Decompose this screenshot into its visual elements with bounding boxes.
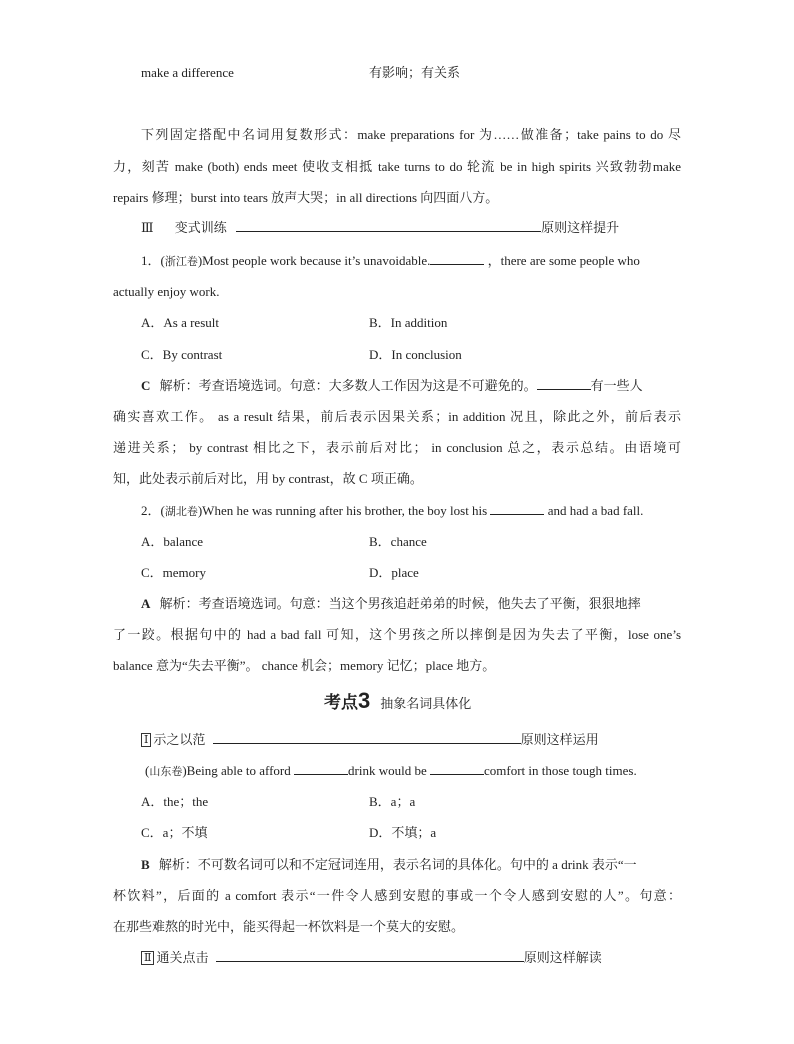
section-right-label: 原则这样提升: [541, 220, 620, 235]
answer-blank: [430, 252, 484, 265]
option-c: C．a；不填: [141, 825, 208, 840]
option-d: D．place: [369, 565, 419, 580]
section-header-tongguan: [141, 949, 602, 967]
answer-blank: [430, 762, 484, 775]
question-2: [141, 502, 643, 521]
kaodian-title: 抽象名词具体化: [380, 696, 472, 711]
plural-note-line-2: 力，刻苦 make (both) ends meet 使收支相抵 take turns to do 轮流 be in high spirits 兴致勃勃make: [113, 159, 681, 174]
answer-letter: A: [141, 596, 151, 611]
question-text-cont: and had a bad fall.: [547, 503, 644, 518]
question-source: 湖北卷: [164, 506, 198, 518]
section-right-label: 原则这样解读: [523, 950, 602, 965]
analysis-text: 解析：考查语境选词。句意：大多数人工作因为这是不可避免的。: [159, 378, 537, 393]
section-label: 示之以范: [153, 732, 206, 747]
analysis-text: 解析：考查语境选词。句意：当这个男孩追赶弟弟的时候，他失去了平衡，狠狠地摔: [159, 596, 641, 611]
option-a: A．the；the: [141, 794, 209, 809]
analysis-2-line-2: 了一跤。根据句中的 had a bad fall 可知，这个男孩之所以摔倒是因为失去了平衡，lose one’s: [113, 627, 681, 642]
plural-note-line-1: 下列固定搭配中名词用复数形式：make preparations for 为……做准备；take pains to do 尽: [141, 127, 681, 142]
option-c: C．By contrast: [141, 347, 223, 362]
question-number: 1．(: [141, 253, 165, 268]
answer-letter: C: [141, 378, 151, 393]
kaodian-label: 考点: [324, 693, 358, 712]
analysis-1-line-1: [141, 377, 643, 395]
question-source: 浙江卷: [164, 256, 198, 268]
question-number: 2．(: [141, 503, 165, 518]
option-d: D．In conclusion: [369, 347, 462, 362]
section-number: Ⅰ: [141, 733, 151, 747]
kaodian-heading: [324, 688, 471, 717]
analysis-2-line-1: [141, 595, 641, 613]
section-number: Ⅲ: [141, 220, 154, 235]
analysis-text: 解析：不可数名词可以和不定冠词连用，表示名词的具体化。句中的 a drink 表示“一: [158, 857, 637, 872]
option-b: B．a；a: [369, 794, 416, 809]
section-label: 变式训练: [174, 220, 227, 235]
section-rule: [213, 731, 521, 744]
section-label: 通关点击: [156, 950, 209, 965]
section-rule: [216, 949, 524, 962]
question-text-cont: drink would be: [348, 763, 427, 778]
question-text: )When he was running after his brother, the boy lost his: [197, 503, 488, 518]
answer-letter: B: [141, 857, 150, 872]
question-1: [141, 252, 640, 271]
option-a: A．balance: [141, 534, 204, 549]
phrase-cn: 有影响；有关系: [369, 65, 461, 80]
analysis-1-line-2: 确实喜欢工作。 as a result 结果，前后表示因果关系；in addition 况且，除此之外，前后表示: [113, 409, 681, 424]
section-header-shizhi: [141, 731, 599, 749]
question-text-cont: ，there are some people who: [487, 253, 640, 268]
section-number: Ⅱ: [141, 951, 154, 965]
analysis-3-line-3: 在那些难熬的时光中，能买得起一杯饮料是一个莫大的安慰。: [113, 919, 465, 934]
phrase-en: make a difference: [141, 65, 234, 80]
option-b: B．chance: [369, 534, 427, 549]
option-d: D．不填；a: [369, 825, 437, 840]
section-header-bianshi: [141, 219, 619, 237]
question-1-line-2: actually enjoy work.: [113, 284, 220, 299]
analysis-3-line-1: [141, 856, 637, 874]
question-text: )Most people work because it’s unavoidable.: [197, 253, 431, 268]
analysis-text: 有一些人: [590, 378, 643, 393]
analysis-2-line-3: balance 意为“失去平衡”。 chance 机会；memory 记忆；place 地方。: [113, 658, 496, 673]
analysis-1-line-4: 知，此处表示前后对比，用 by contrast，故 C 项正确。: [113, 471, 423, 486]
question-source: 山东卷: [149, 766, 183, 778]
question-3: (山东卷)Being able to afford drink would be comfort in those tough times.: [145, 763, 637, 778]
question-text-end: comfort in those tough times.: [483, 763, 637, 778]
section-right-label: 原则这样运用: [520, 732, 599, 747]
option-b: B．In addition: [369, 315, 448, 330]
analysis-3-line-2: 杯饮料”，后面的 a comfort 表示“一件令人感到安慰的事或一个令人感到安慰的人”。句意：: [113, 888, 681, 903]
plural-note-line-3: repairs 修理；burst into tears 放声大哭；in all directions 向四面八方。: [113, 190, 499, 205]
option-a: A．As a result: [141, 315, 219, 330]
answer-blank: [294, 762, 348, 775]
question-text: )Being able to afford: [182, 763, 291, 778]
answer-blank: [537, 377, 591, 390]
analysis-1-line-3: 递进关系； by contrast 相比之下，表示前后对比； in conclusion 总之，表示总结。由语境可: [113, 440, 681, 455]
kaodian-number: 3: [358, 688, 371, 713]
option-c: C．memory: [141, 565, 206, 580]
answer-blank: [490, 502, 544, 515]
section-rule: [236, 219, 541, 232]
